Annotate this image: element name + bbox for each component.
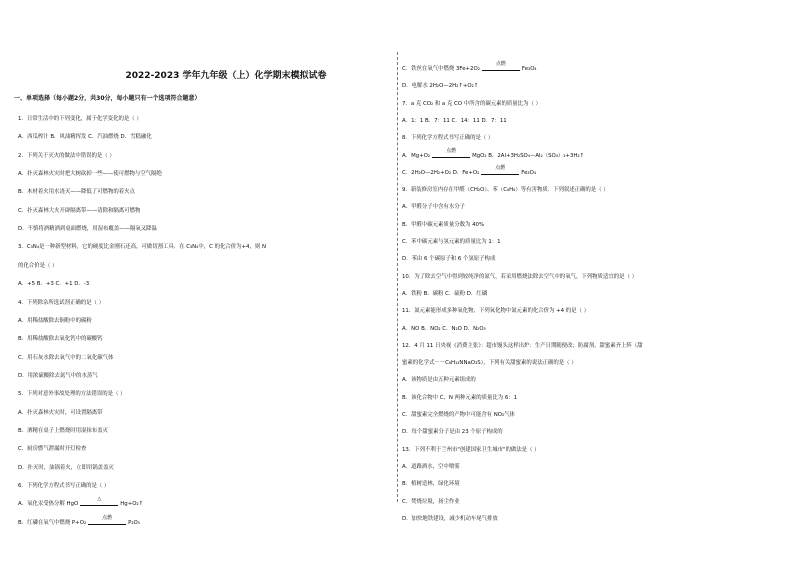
reaction-condition-bar bbox=[482, 61, 520, 71]
right-line: B．甲醛中碳元素质量分数为 40% bbox=[402, 221, 485, 228]
section-heading: 一、单项选择（每小题2分，共30分，每小题只有一个选项符合题意） bbox=[14, 95, 201, 102]
right-line: C．焚烧垃圾，扬尘作业 bbox=[402, 498, 460, 505]
reaction-condition-bar bbox=[481, 164, 519, 175]
right-line: C．苯中碳元素与氢元素的质量比为 1：1 bbox=[402, 239, 501, 245]
left-line: 的化合价是（ ） bbox=[18, 262, 58, 269]
left-line: 1．日常生活中的下列变化，属于化学变化的是（ ） bbox=[18, 116, 142, 122]
right-line: A．该物质是由五种元素组成的 bbox=[402, 377, 476, 384]
left-line: A．扑灭森林火灾时，可设置隔离带 bbox=[18, 409, 103, 416]
right-line: 13．下列不利于兰州市"创建国家卫生城市"的做法是（ ） bbox=[402, 446, 540, 453]
reaction-condition-bar bbox=[88, 514, 126, 525]
exam-title: 2022-2023 学年九年级（上）化学期末模拟试卷 bbox=[125, 71, 327, 81]
right-line: 12．4 月 11 日央视《消费主张》：超市馒头这样出炉：生产日期随便改；防腐剂、甜蜜素齐上阵（甜 bbox=[402, 342, 643, 349]
left-line: C．用石灰水除去氧气中的二氧化碳气体 bbox=[18, 354, 114, 361]
right-line: D．加快地铁建设，减少机动车尾气排放 bbox=[402, 515, 498, 522]
reaction-condition-label: 点燃 bbox=[495, 164, 506, 171]
left-line: 5．下列对意外事故处理的方法错误的是（ ） bbox=[18, 391, 126, 398]
left-line: A．西瓜榨汁 B．风油精挥发 C．汽油燃烧 D．雪糕融化 bbox=[18, 134, 152, 141]
left-line: A．氧化汞受热分解 HgO △ Hg+O₂↑ bbox=[18, 496, 144, 508]
right-line: 10．为了除去空气中得到较纯净的氮气，若采用燃烧法除去空气中的氧气，下列物质适宜的是（ ） bbox=[402, 273, 637, 280]
right-line: D．电解水 2H₂O—2H₂↑+O₂↑ bbox=[402, 83, 479, 90]
right-line: A．Mg+O₂ 点燃 MgO₂ B．2Al+3H₂SO₄—Al₂（SO₄）₃+3H₂↑ bbox=[402, 147, 585, 159]
left-line: B．木材着火用水浇灭——降低了可燃物的着火点 bbox=[18, 189, 135, 196]
left-line: 6．下列化学方程式书写正确的是（ ） bbox=[18, 483, 110, 489]
reaction-condition-label: △ bbox=[97, 496, 102, 503]
right-line: 7．a 克 CO₂ 和 a 克 CO 中所含的碳元素的质量比为（ ） bbox=[402, 100, 541, 107]
reaction-condition-label: 点燃 bbox=[102, 514, 113, 521]
left-line: C．扑灭森林大火开辟隔离带——清除和隔离可燃物 bbox=[18, 207, 141, 214]
right-line: C．铁丝在氧气中燃烧 3Fe+2O₂ 点燃 Fe₃O₄ bbox=[402, 61, 537, 72]
reaction-condition-label: 点燃 bbox=[446, 147, 457, 154]
left-line: C．厨房燃气泄漏时开灯检查 bbox=[18, 446, 87, 453]
left-line: D．不慎将酒精洒到桌面燃烧，用湿布覆盖——隔氧又降温 bbox=[18, 226, 157, 233]
right-line: A．道路洒水，空中喷雾 bbox=[402, 463, 460, 470]
left-line: D．用浓硫酸除去氮气中的水蒸气 bbox=[18, 372, 98, 379]
left-line: D．扑灭时，油锅着火，立即用锅盖盖灭 bbox=[18, 464, 114, 471]
right-line: D．每个甜蜜素分子是由 23 个原子构成的 bbox=[402, 429, 503, 436]
reaction-condition-label: 点燃 bbox=[495, 61, 506, 67]
right-line: D．苯由 6 个碳原子和 6 个氢原子构成 bbox=[402, 256, 496, 263]
left-line: B．红磷在氧气中燃烧 P+O₂ 点燃 P₂O₅ bbox=[18, 514, 140, 526]
left-line: B．用稀盐酸除去氧化钙中的碳酸钙 bbox=[18, 336, 103, 343]
right-line: 8．下列化学方程式书写正确的是（ ） bbox=[402, 135, 494, 142]
left-line: 2．下列关于灭火的做法中错误的是（ ） bbox=[18, 152, 115, 159]
reaction-condition-bar bbox=[432, 147, 470, 158]
right-line: 11．氮元素能形成多种氧化物，下列氧化物中氮元素的化合价为 +4 的是（ ） bbox=[402, 308, 590, 315]
right-line: A．甲醛分子中含有水分子 bbox=[402, 204, 465, 211]
right-line: A．NO B．NO₂ C．N₂O D．N₂O₅ bbox=[402, 325, 486, 332]
right-line: 蜜素的化学式－－C₆H₁₂NNaO₃S），下列有关甜蜜素的说法正确的是（ ） bbox=[402, 360, 577, 367]
right-line: B．植树造林，绿化环境 bbox=[402, 481, 460, 488]
left-line: 4．下列除杂所选试剂正确的是（ ） bbox=[18, 299, 105, 306]
right-line: A．1：1 B．7：11 C．14：11 D．7：11 bbox=[402, 117, 507, 124]
left-line: B．酒精在桌子上燃烧时用湿抹布盖灭 bbox=[18, 427, 108, 434]
right-line: B．该化合物中 C、N 两种元素的质量比为 6：1 bbox=[402, 394, 518, 401]
left-line: A．扑灭森林火灾时把大树砍掉一些——使可燃物与空气隔绝 bbox=[18, 171, 162, 178]
right-line: 9．新装修房室内存在甲醛（CH₂O）、苯（C₆H₆）等有害物质．下列叙述正确的是（ ） bbox=[402, 187, 609, 194]
left-line: 3．C₃N₄是一种新型材料，它的硬度比金刚石还高，可做切割工具．在 C₃N₄中，C 的化合价为+4，则 N bbox=[18, 244, 267, 251]
left-line: A．+5 B．+3 C．+1 D．-3 bbox=[18, 281, 90, 288]
reaction-condition-bar bbox=[80, 496, 118, 506]
right-line: C．甜蜜素完全燃烧的产物中可能含有 NO₂气体 bbox=[402, 412, 515, 418]
right-line: A．铁粉 B．碳粉 C．硫粉 D．红磷 bbox=[402, 290, 488, 297]
right-line: C．2H₂O—2H₂+O₂ D．Fe+O₂ 点燃 Fe₃O₄ bbox=[402, 164, 536, 176]
column-divider bbox=[397, 52, 398, 502]
left-line: A．用稀盐酸除去铜粉中的碳粉 bbox=[18, 317, 92, 324]
